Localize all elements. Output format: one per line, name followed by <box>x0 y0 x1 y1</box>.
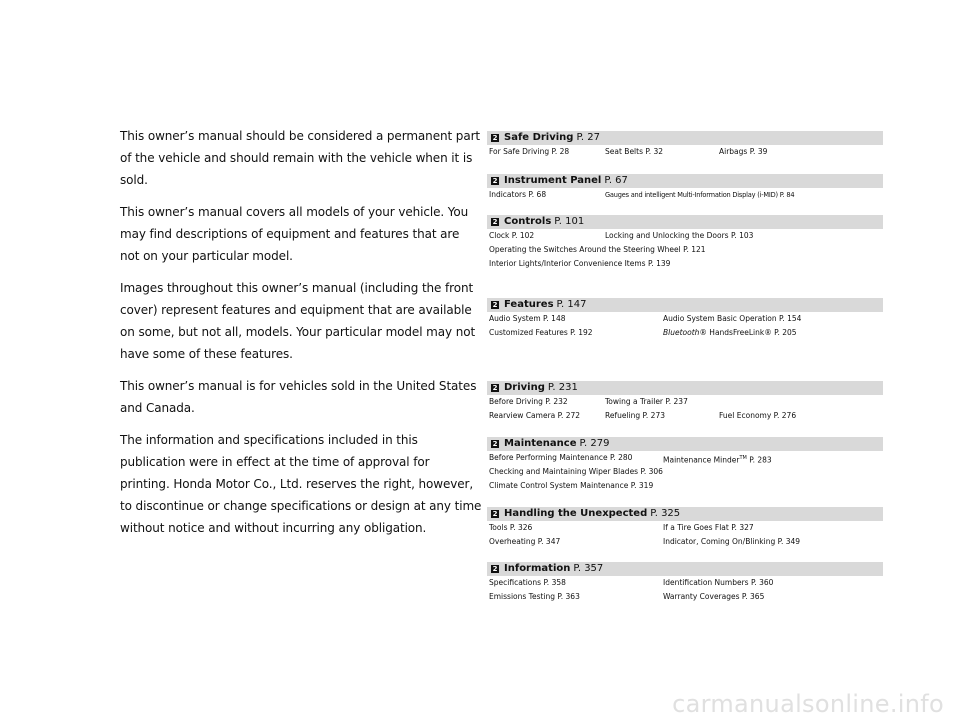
toc-link[interactable]: Specifications P. 358 <box>489 578 566 587</box>
arrow-icon: 2 <box>492 218 498 226</box>
section-page: P. 27 <box>576 132 601 143</box>
toc-row <box>487 326 883 340</box>
section-title: Maintenance <box>504 438 577 449</box>
section-title: Features <box>504 299 554 310</box>
arrow-icon: 2 <box>492 177 498 185</box>
toc-row <box>487 535 883 549</box>
toc-row <box>487 257 883 271</box>
intro-text <box>120 125 482 549</box>
toc-link[interactable]: Audio System Basic Operation P. 154 <box>663 314 802 323</box>
arrow-icon: 2 <box>492 510 498 518</box>
intro-paragraph-5: The information and specifications included in this publication were in effect at the time of approval for printing. Honda Motor Co., Ltd. reserves the right, however, to discontinue or change specifications or design at any time without notice and without incurring any obligation. <box>120 433 482 535</box>
toc-link[interactable]: Gauges and intelligent Multi-Information Display (i-MID) P. 84 <box>605 191 795 199</box>
toc-link[interactable]: Fuel Economy P. 276 <box>719 411 797 420</box>
section-page: P. 231 <box>547 382 578 393</box>
section-page: P. 147 <box>556 299 587 310</box>
toc-row <box>487 188 883 202</box>
toc-link[interactable]: Rearview Camera P. 272 <box>489 411 581 420</box>
toc-link[interactable]: Operating the Switches Around the Steering Wheel P. 121 <box>489 245 706 254</box>
section-page: P. 67 <box>604 175 628 186</box>
arrow-icon: 2 <box>492 301 498 309</box>
section-header[interactable] <box>487 298 883 312</box>
section-header[interactable] <box>487 562 883 576</box>
arrow-icon: 2 <box>492 565 498 573</box>
arrow-icon: 2 <box>492 134 498 142</box>
toc-link[interactable]: Emissions Testing P. 363 <box>489 592 580 601</box>
handsfreelink-label: ® HandsFreeLink® P. 205 <box>699 328 797 337</box>
toc-link[interactable]: Warranty Coverages P. 365 <box>663 592 765 601</box>
toc-link[interactable]: Refueling P. 273 <box>605 411 665 420</box>
section-page: P. 101 <box>554 216 585 227</box>
section-title: Instrument Panel <box>504 175 602 186</box>
toc-link[interactable]: Seat Belts P. 32 <box>605 147 664 156</box>
arrow-icon: 2 <box>492 440 498 448</box>
toc-row <box>487 312 883 326</box>
toc-link[interactable]: Locking and Unlocking the Doors P. 103 <box>605 231 754 240</box>
toc-row <box>487 465 883 479</box>
section-title: Handling the Unexpected <box>504 508 648 519</box>
watermark: carmanualsonline.info <box>672 690 944 718</box>
toc-link[interactable]: Airbags P. 39 <box>719 147 768 156</box>
intro-paragraph-1: This owner’s manual should be considered a permanent part of the vehicle and should remain with the vehicle when it is sold. <box>120 129 481 187</box>
toc-link[interactable]: Climate Control System Maintenance P. 319 <box>489 481 654 490</box>
toc-row <box>487 451 883 465</box>
bluetooth-label: Bluetooth <box>663 328 700 337</box>
section-page: P. 325 <box>650 508 681 519</box>
toc-link[interactable]: Overheating P. 347 <box>489 537 561 546</box>
toc-link[interactable]: Towing a Trailer P. 237 <box>605 397 688 406</box>
section-safe-driving <box>487 131 883 159</box>
section-header[interactable] <box>487 507 883 521</box>
trademark-mark: TM <box>739 455 747 461</box>
toc-link[interactable] <box>663 326 797 340</box>
toc-link[interactable]: Checking and Maintaining Wiper Blades P. 306 <box>489 467 663 476</box>
section-instrument-panel <box>487 174 883 202</box>
section-information <box>487 562 883 604</box>
toc-link[interactable]: Customized Features P. 192 <box>489 328 593 337</box>
section-title: Safe Driving <box>504 132 574 143</box>
section-header[interactable] <box>487 437 883 451</box>
section-page: P. 357 <box>573 563 604 574</box>
toc-link[interactable]: Audio System P. 148 <box>489 314 566 323</box>
toc-link[interactable]: Before Driving P. 232 <box>489 397 568 406</box>
section-maintenance <box>487 437 883 493</box>
maintenance-minder-label: Maintenance Minder <box>663 455 740 465</box>
intro-paragraph-2: This owner’s manual covers all models of your vehicle. You may find descriptions of equipment and features that are not on your particular model. <box>120 205 469 263</box>
toc-link[interactable]: Clock P. 102 <box>489 231 535 240</box>
toc-row <box>487 145 883 159</box>
section-handling-unexpected <box>487 507 883 549</box>
section-page: P. 279 <box>579 438 610 449</box>
toc-link[interactable]: If a Tire Goes Flat P. 327 <box>663 523 754 532</box>
toc-row <box>487 590 883 604</box>
toc-row <box>487 576 883 590</box>
section-title: Controls <box>504 216 552 227</box>
toc-row <box>487 243 883 257</box>
section-header[interactable] <box>487 174 883 188</box>
intro-paragraph-3: Images throughout this owner’s manual (including the front cover) represent features and equipment that are available on some, but not all, models. Your particular model may not have some of these features. <box>120 281 476 361</box>
section-header[interactable] <box>487 215 883 229</box>
intro-paragraph-4: This owner’s manual is for vehicles sold in the United States and Canada. <box>120 379 477 415</box>
section-header[interactable] <box>487 381 883 395</box>
maintenance-minder-page: P. 283 <box>746 455 772 465</box>
toc-link[interactable]: Interior Lights/Interior Convenience Items P. 139 <box>489 259 671 268</box>
section-title: Information <box>504 563 571 574</box>
section-title: Driving <box>504 382 545 393</box>
toc-link[interactable]: Before Performing Maintenance P. 280 <box>489 453 633 462</box>
toc-link[interactable]: For Safe Driving P. 28 <box>489 147 570 156</box>
section-controls <box>487 215 883 271</box>
section-driving <box>487 381 883 423</box>
toc-row <box>487 521 883 535</box>
toc-row <box>487 409 883 423</box>
toc-link[interactable]: Identification Numbers P. 360 <box>663 578 774 587</box>
arrow-icon: 2 <box>492 384 498 392</box>
toc-row <box>487 229 883 243</box>
toc-link[interactable]: Indicator, Coming On/Blinking P. 349 <box>663 537 801 546</box>
toc-link[interactable]: Tools P. 326 <box>489 523 533 532</box>
toc-row <box>487 395 883 409</box>
section-features <box>487 298 883 340</box>
toc-link[interactable]: Indicators P. 68 <box>489 190 547 199</box>
section-header[interactable] <box>487 131 883 145</box>
toc-row <box>487 479 883 493</box>
